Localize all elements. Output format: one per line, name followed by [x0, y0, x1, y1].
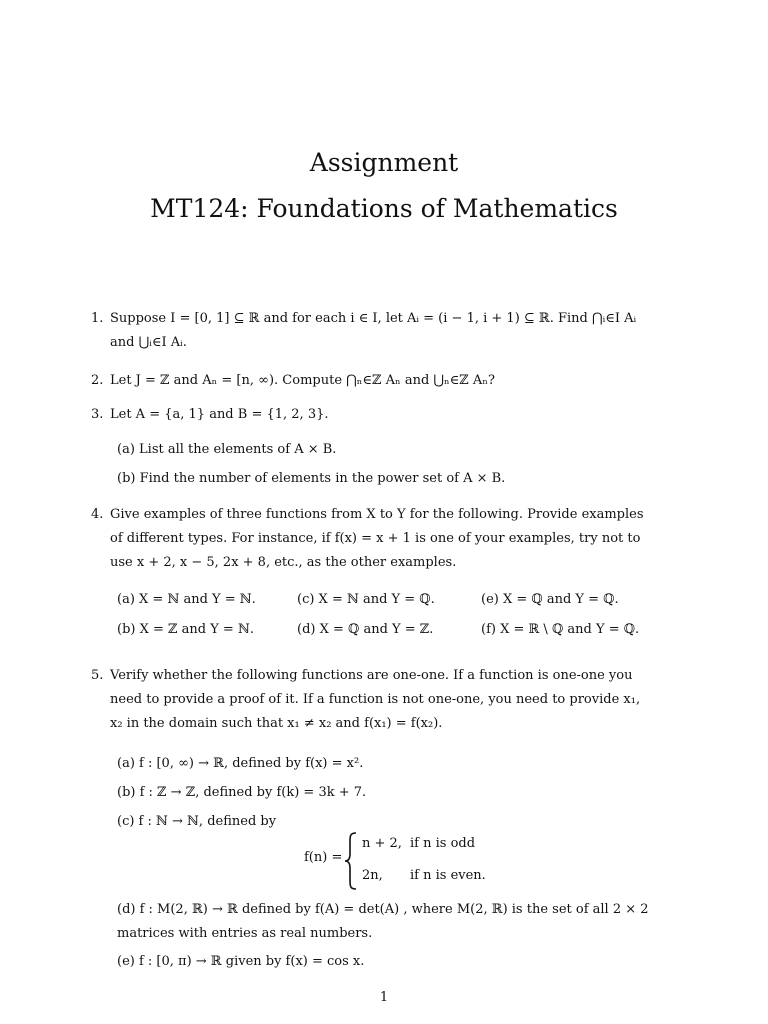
problem-4-part-e: (e) X = ℚ and Y = ℚ. [481, 592, 619, 607]
problem-4-part-c: (c) X = ℕ and Y = ℚ. [297, 592, 435, 607]
piecewise-definition [304, 830, 524, 890]
problem-3 [91, 403, 651, 427]
problem-2 [91, 369, 651, 393]
problem-3-part-a: (a) List all the elements of A × B. [117, 442, 337, 457]
problem-4-part-f: (f) X = ℝ \ ℚ and Y = ℚ. [481, 622, 640, 637]
problem-text: Let J = ℤ and Aₙ = [n, ∞). Compute ⋂ₙ∈ℤ Aₙ and ⋃ₙ∈ℤ Aₙ? [110, 373, 495, 388]
problem-5-part-a: (a) f : [0, ∞) → ℝ, defined by f(x) = x². [117, 756, 364, 771]
problem-1 [91, 307, 651, 355]
problem-text: Let A = {a, 1} and B = {1, 2, 3}. [110, 407, 329, 422]
problem-5 [91, 664, 651, 736]
problem-5-part-c: (c) f : ℕ → ℕ, defined by [117, 814, 277, 829]
problem-number: 4. [91, 507, 104, 522]
problem-text: Suppose I = [0, 1] ⊆ ℝ and for each i ∈ I, let Aᵢ = (i − 1, i + 1) ⊆ ℝ. Find ⋂ᵢ∈I Aᵢ and ⋃ᵢ∈I Aᵢ. [110, 311, 637, 350]
piecewise-lhs: f(n) = [304, 850, 343, 865]
problem-4-part-d: (d) X = ℚ and Y = ℤ. [297, 622, 434, 637]
problem-text: Give examples of three functions from X to Y for the following. Provide examples of different types. For instance, if f(x) = x + 1 is one of your examples, try not to use x + 2, x − 5, 2x + 8, etc., as the other examples. [110, 507, 644, 570]
problem-number: 2. [91, 373, 104, 388]
problem-text: Verify whether the following functions are one-one. If a function is one-one you need to provide a proof of it. If a function is not one-one, you need to provide x₁, x₂ in the domain such that x₁ ≠ x₂ and f(x₁) = f(x₂). [110, 668, 641, 731]
case-2-expression: 2n, [362, 868, 383, 883]
problem-4-part-b: (b) X = ℤ and Y = ℕ. [117, 622, 254, 637]
problem-3-part-b: (b) Find the number of elements in the power set of A × B. [117, 471, 506, 486]
problem-4-part-a: (a) X = ℕ and Y = ℕ. [117, 592, 256, 607]
assignment-title: Assignment [309, 148, 459, 177]
problem-number: 1. [91, 311, 104, 326]
problem-number: 5. [91, 668, 104, 683]
problem-4 [91, 503, 651, 575]
problem-5-part-b: (b) f : ℤ → ℤ, defined by f(k) = 3k + 7. [117, 785, 367, 800]
problem-5-part-d: (d) f : M(2, ℝ) → ℝ defined by f(A) = det(A) , where M(2, ℝ) is the set of all 2 × 2 matrices with entries as real numbers. [117, 902, 649, 941]
course-title: MT124: Foundations of Mathematics [150, 194, 618, 223]
case-1-expression: n + 2, [362, 836, 402, 851]
case-2-condition: if n is even. [410, 868, 486, 883]
case-1-condition: if n is odd [410, 836, 476, 851]
page-number: 1 [379, 990, 389, 1005]
problem-number: 3. [91, 407, 104, 422]
left-brace-icon [344, 832, 358, 890]
problem-5-part-e: (e) f : [0, π) → ℝ given by f(x) = cos x. [117, 954, 365, 969]
